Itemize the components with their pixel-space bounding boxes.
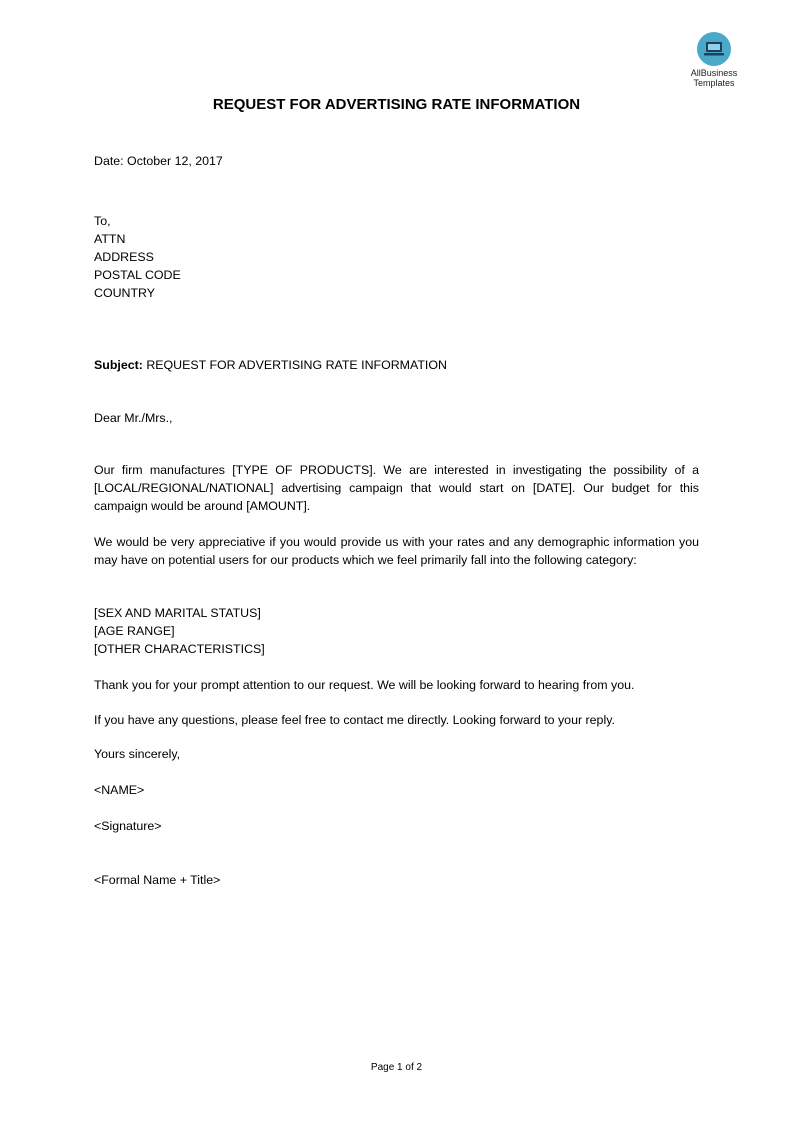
paragraph-2: We would be very appreciative if you would provide us with your rates and any demographic information you may have on potential users for our products which we feel primarily fall into the following category:	[94, 535, 699, 567]
greeting: Dear Mr./Mrs.,	[94, 411, 173, 425]
paragraph-4: If you have any questions, please feel free to contact me directly. Looking forward to your reply.	[94, 713, 615, 727]
subject-label: Subject:	[94, 358, 143, 372]
subject-text: REQUEST FOR ADVERTISING RATE INFORMATION	[142, 358, 447, 372]
category-other: [OTHER CHARACTERISTICS]	[94, 642, 265, 656]
document-title: REQUEST FOR ADVERTISING RATE INFORMATION	[212, 96, 581, 113]
page-footer: Page 1 of 2	[370, 1062, 423, 1073]
date-line: Date: October 12, 2017	[94, 154, 223, 168]
category-age-range: [AGE RANGE]	[94, 624, 175, 638]
recipient-to: To,	[94, 214, 111, 228]
category-sex-marital: [SEX AND MARITAL STATUS]	[94, 606, 261, 620]
recipient-postal-code: POSTAL CODE	[94, 268, 181, 282]
paragraph-3: Thank you for your prompt attention to our request. We will be looking forward to hearing from you.	[94, 678, 635, 692]
paragraph-1: Our firm manufactures [TYPE OF PRODUCTS]. We are interested in investigating the possibility of a [LOCAL/REGIONAL/NATIONAL] advertising campaign that would start on [DATE]. Our budget for this campaign would be around [AMOUNT].	[94, 463, 699, 513]
recipient-attn: ATTN	[94, 232, 126, 246]
sender-name: <NAME>	[94, 783, 145, 797]
closing: Yours sincerely,	[94, 747, 181, 761]
laptop-icon	[697, 32, 731, 66]
sender-signature: <Signature>	[94, 819, 162, 833]
sender-formal-name: <Formal Name + Title>	[94, 873, 221, 887]
logo-line-2: Templates	[693, 78, 735, 88]
recipient-country: COUNTRY	[94, 286, 156, 300]
subject-line	[94, 356, 699, 374]
recipient-address: ADDRESS	[94, 250, 154, 264]
logo-line-1: AllBusiness	[690, 68, 738, 78]
brand-logo	[683, 32, 745, 88]
